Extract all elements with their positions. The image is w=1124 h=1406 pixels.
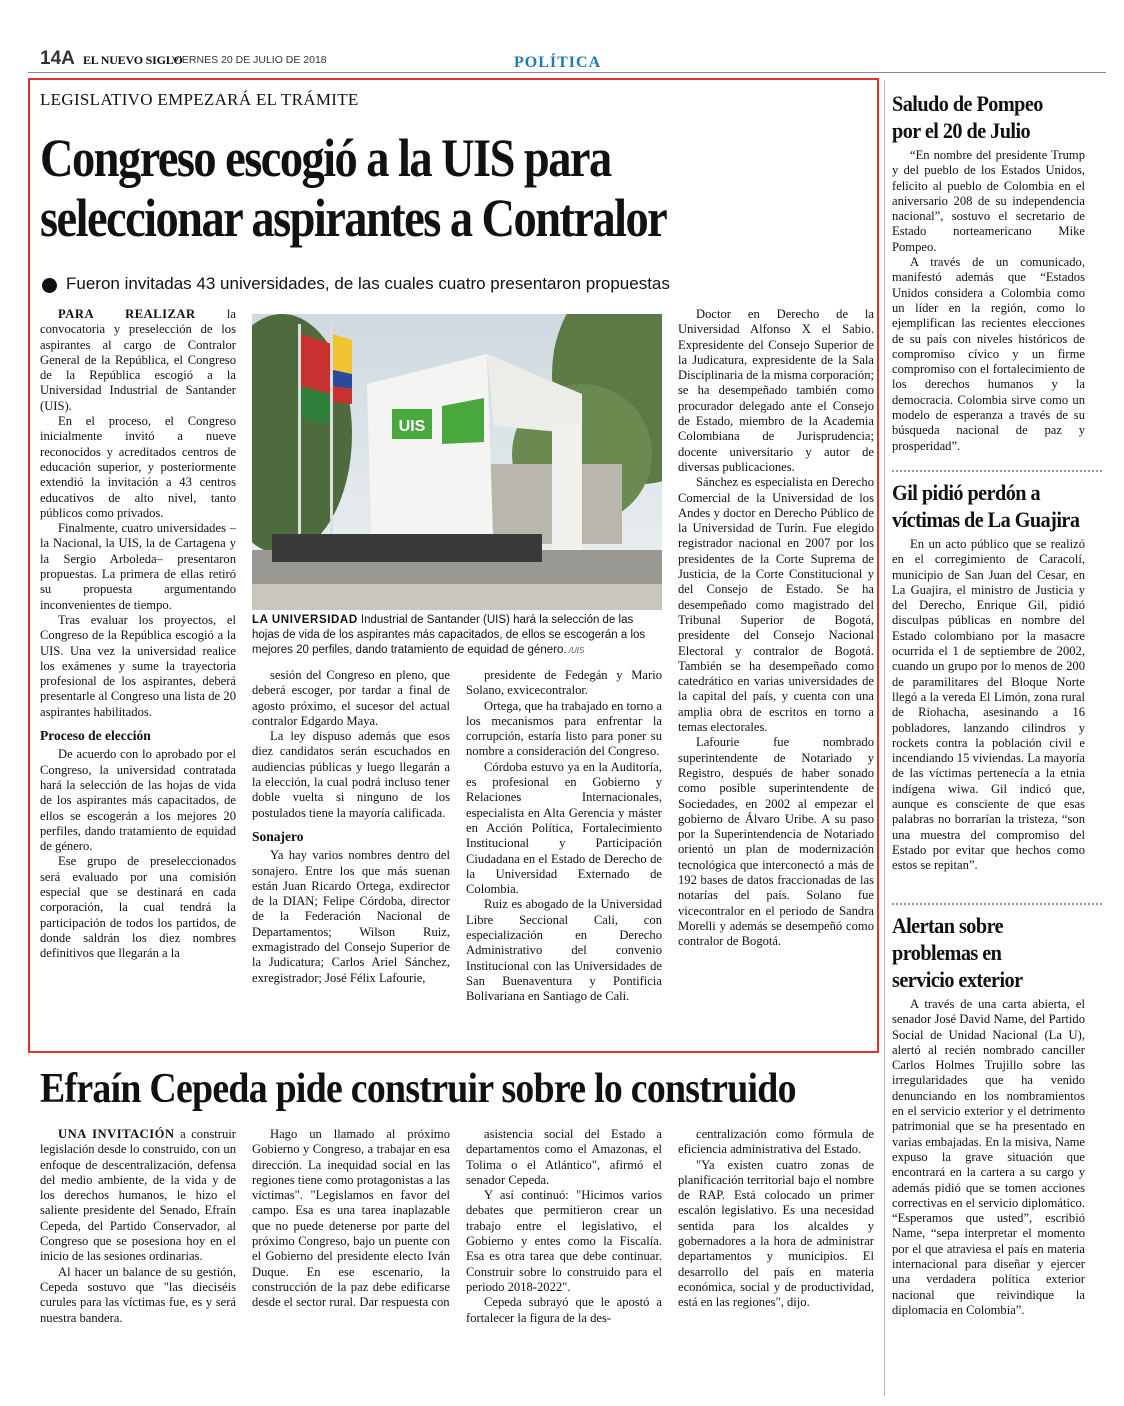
paragraph: “En nombre del presidente Trump y del pueblo de los Estados Unidos, felicito al pueblo de Colombia en el aniversario 208 de su independencia nacional”, sostuvo el secretario de Estado norteamericano Mike Pompeo. [892,148,1085,254]
paragraph: Córdoba estuvo ya en la Auditoría, es profesional en Gobierno y Relaciones Internacionales, especialista en Alta Gerencia y máster en Acción Política, Fortalecimiento Institucional y Participación Ciudadana en el Estado de Derecho de la Universidad Externado de Colombia. [466,759,662,897]
sidebar-headline-2: Gil pidió perdón a víctimas de La Guajira [892,480,1080,532]
bullet-icon [42,278,57,293]
sidebar-story-2 [892,537,1085,874]
paragraph: Doctor en Derecho de la Universidad Alfonso X el Sabio. Expresidente del Consejo Superior de la Judicatura, expresidente de la Sala Disciplinaria de la misma corporación; se ha desempeñado también como procurador delegado ante el Consejo de Estado, miembro de la Academia Colombiana de Jurisprudencia; docente universitario y autor de diversas publicaciones. [678,307,874,474]
subheading: Sonajero [252,828,304,844]
photo-credit: /UIS [566,646,585,655]
lead-in: PARA REALIZAR [58,307,196,321]
page-number: 14A [40,48,75,69]
sidebar-story-3 [892,997,1085,1318]
lead-in: UNA INVITACIÓN [58,1127,175,1141]
second-article-column-3 [466,1127,662,1326]
sidebar-story-1 [892,148,1085,454]
paragraph: asistencia social del Estado a departamentos como el Amazonas, el Tolima o el Atlántico", afirmó el senador Cepeda. [466,1127,662,1187]
sidebar-headline-1: Saludo de Pompeo por el 20 de Julio [892,91,1043,143]
article-photo [252,314,662,610]
paragraph: En el proceso, el Congreso inicialmente invitó a nueve reconocidos y acreditados centros de educación superior, y posteriormente extendió la invitación a 43 centros educativos de alto nivel, tanto públicos como privados. [40,414,236,520]
subheading: Proceso de elección [40,728,151,744]
second-article-column-2 [252,1127,450,1311]
caption-lead: LA UNIVERSIDAD [252,614,358,626]
sidebar-headline-3: Alertan sobre problemas en servicio exterior [892,913,1023,992]
sidebar-separator [892,470,1102,472]
sidebar-divider [884,80,885,1396]
paragraph: Al hacer un balance de su gestión, Cepeda sostuvo que "las dieciséis curules para las víctimas fue, es y será nuestra bandera. [40,1264,236,1325]
paragraph: centralización como fórmula de eficiencia administrativa del Estado. [678,1127,874,1157]
paragraph: Hago un llamado al próximo Gobierno y Congreso, a trabajar en esa dirección. La inequidad social en las regiones tiene como protagonistas a las víctimas". "Legislamos en favor del campo. Esa es una tarea inaplazable que no puede detenerse por parte del próximo Congreso, bajo un puente con el Gobierno del presidente electo Iván Duque. En ese escenario, la construcción de la paz debe edificarse desde el sector rural. Dar respuesta con [252,1127,450,1310]
paragraph: La ley dispuso además que esos diez candidatos serán escuchados en audiencias públicas y luego llegarán a la elección, la cual podrá incluso tener doble vuelta si ninguno de los postulados tiene la mayoría calificada. [252,729,450,820]
publication-date: VIERNES 20 DE JULIO DE 2018 [172,54,327,66]
article-column-2 [252,668,450,986]
paragraph: Ruiz es abogado de la Universidad Libre Seccional Cali, con especialización en Derecho Administrativo del convenio Institucional con las Universidades de San Buenaventura y Pontificia Bolivariana en Santiago de Cali. [466,897,662,1004]
paragraph: A través de una carta abierta, el senador José David Name, del Partido Social de Unidad Nacional (La U), alertó al recién nombrado canciller Carlos Holmes Trujillo sobre las irregularidades que ha venido denunciando en los nombramientos en el servicio exterior y el detrimento patrimonial que se ha presentado en varias embajadas. En la misiva, Name expuso la grave situación que encontrará en la cartera a su cargo y además pidió que se tomen acciones correctivas en el servicio diplomático. “Esperamos que usted”, escribió Name, “sepa interpretar el momento por el que atraviesa el país en materia internacional para diseñar y ejercer una verdadera política exterior nacional que reivindique la diplomacia en Colombia”. [892,997,1085,1317]
article-headline [40,128,754,248]
second-article-headline: Efraín Cepeda pide construir sobre lo construido [40,1066,796,1112]
paragraph: Lafourie fue nombrado superintendente de Notariado y Registro, después de haber sonado como posible superintendente de Sociedades, en 2002 al empezar el gobierno de Álvaro Uribe. A su paso por la Superintendencia de Notariado orientó un plan de modernización tecnológica que interconectó a más de 192 bases de datos fraccionadas de las notarías del país. Solano fue vicecontralor en el periodo de Sandra Morelli y además se desempeñó como contralor de Bogotá. [678,735,874,949]
article-column-1: PARA REALIZAR la convocatoria y preselección de los aspirantes al cargo de Contralor General de la República, el Congreso de la República escogió a la Universidad Industrial de Santander (UIS). En el proceso, el Congreso inicialmente invitó a nueve reconocidos y acreditados centros de educación superior, y posteriormente extendió la invitación a 43 centros educativos de alto nivel, tanto públicos como privados. Finalmente, cuatro universidades –la Nacional, la UIS, la de Cartagena y la Sergio Arboleda– presentaron propuestas. La primera de ellas retiró su propuesta argumentando inconvenientes de tiempo. Tras evaluar los proyectos, el Congreso de la República escogió a la UIS. Una vez la universidad realice los exámenes y sume la trayectoria profesional de los aspirantes, deberá presentarle al Congreso una lista de 20 aspirantes habilitados. Proceso de elección De acuerdo con lo aprobado por el Congreso, la universidad contratada hará la selección de las hojas de vida de los aspirantes más capacitados, de ellos se escogerán a los mejores 20 perfiles, dando tratamiento de equidad de género. Ese grupo de preseleccionados será evaluado por una comisión especial que se destinará en cada corporación, la cual tendrá la participación de todos los partidos, de donde saldrán los diez nombres definitivos que llegarán a la [40,307,236,961]
article-kicker: LEGISLATIVO EMPEZARÁ EL TRÁMITE [40,90,359,109]
paragraph: De acuerdo con lo aprobado por el Congreso, la universidad contratada hará la selección de las hojas de vida de los aspirantes más capacitados, de ellos se escogerán a los mejores 20 perfiles, dando tratamiento de equidad de género. [40,747,236,854]
paragraph: Cepeda subrayó que le apostó a fortalecer la figura de la des- [466,1295,662,1325]
paragraph: A través de un comunicado, manifestó además que “Estados Unidos considera a Colombia como un líder en la región, como lo ejemplifican las recientes elecciones de su país con niveles históricos de compromiso cívico y un firme compromiso con el fortalecimiento de los derechos humanos y la democracia. Colombia sirve como un modelo de esperanza a través de su búsqueda nacional de paz y prosperidad”. [892,255,1085,453]
paragraph: Sánchez es especialista en Derecho Comercial de la Universidad de los Andes y doctor en Derecho Público de la Universidad de Turín. Fue elegido registrador nacional en 2007 por los presidentes de la Corte Suprema de Justicia, de la Corte Constitucional y del Consejo de Estado. Se ha desempeñado como magistrado del Tribunal Superior de Bogotá, presidente del Consejo Nacional Electoral y contralor de Bogotá. También se ha desempeñado como catedrático en varias universidades de la capital del país, y cuenta con una amplia obra de escritos en torno a temas electorales. [678,475,874,735]
paragraph: Ortega, que ha trabajado en torno a los mecanismos para enfrentar la corrupción, estaría listo para poner su nombre a consideración del Congreso. [466,698,662,759]
article-column-4 [678,307,874,949]
header-rule [28,72,1106,73]
paragraph: Y así continuó: "Hicimos varios debates que permitieron crear un trabajo entre el legislativo, el Gobierno y entes como la Fiscalía. Esa es otra tarea que debe continuar. Construir sobre lo construido para el periodo 2018-2022". [466,1188,662,1294]
headline-line-1: Congreso escogió a la UIS para [40,128,611,188]
paragraph: Ya hay varios nombres dentro del sonajero. Entre los que más suenan están Juan Ricardo Ortega, exdirector de la DIAN; Felipe Córdoba, director de la Federación Nacional de Departamentos; Wilson Ruiz, exmagistrado del Consejo Superior de la Judicatura; Carlos Ariel Sánchez, exregistrador; José Félix Lafourie, [252,848,450,985]
second-article-column-4 [678,1127,874,1311]
photo-logo: UIS [398,418,426,435]
article-column-3 [466,668,662,1005]
article-dek: Fueron invitadas 43 universidades, de las cuales cuatro presentaron propuestas [66,274,670,293]
sidebar-separator [892,903,1102,905]
second-article-column-1: UNA INVITACIÓN a construir legislación desde lo construido, con un enfoque de descentralización, defensa del medio ambiente, de la vida y de los derechos humanos, le hizo el saliente presidente del Senado, Efraín Cepeda, del Partido Conservador, al Congreso que se posesiona hoy en el inicio de las sesiones ordinarias. Al hacer un balance de su gestión, Cepeda sostuvo que "las dieciséis curules para las víctimas fue, es y será nuestra bandera. [40,1127,236,1325]
headline-line-2: seleccionar aspirantes a Contralor [40,188,667,248]
paragraph: presidente de Fedegán y Mario Solano, exvicecontralor. [466,668,662,698]
photo-caption: LA UNIVERSIDAD Industrial de Santander (UIS) hará la selección de las hojas de vida de los aspirantes más capacitados, de ellos se escogerán a los mejores 20 perfiles, dando tratamiento de equidad de género. /UIS [252,614,646,656]
paragraph: Finalmente, cuatro universidades –la Nacional, la UIS, la de Cartagena y la Sergio Arboleda– presentaron propuestas. La primera de ellas retiró su propuesta argumentando inconvenientes de tiempo. [40,521,236,612]
uis-gate-photo [252,314,662,610]
paragraph: sesión del Congreso en pleno, que deberá escoger, por tardar a final de agosto próximo, el sucesor del actual contralor Edgardo Maya. [252,668,450,728]
section-label: POLÍTICA [514,54,602,71]
paragraph: En un acto público que se realizó en el corregimiento de Caracolí, municipio de San Juan del Cesar, en La Guajira, el ministro de Justicia y del Derecho, Enrique Gil, pidió disculpas públicas en nombre del Estado colombiano por la masacre ocurrida el 1 de septiembre de 2002, cuando un grupo por lo menos de 200 de paramilitares del Bloque Norte llegó a la vereda El Limón, zona rural de Riohacha, asesinando a 16 pobladores, lanzando cilindros y rockets contra la población civil e incendiando 15 viviendas. La mayoría de las víctimas pertenecía a la etnia indígena wiwa. Gil indicó que, aunque es consciente de que esas palabras no borrarían la tristeza, “son una muestra del compromiso del Estado por evitar que hechos como estos se repitan”. [892,537,1085,873]
newspaper-name: EL NUEVO SIGLO [83,53,183,67]
paragraph: "Ya existen cuatro zonas de planificación territorial bajo el nombre de RAP. Está colocado un primer escalón legislativo. Es una necesidad sentida para los alcaldes y gobernadores a la hora de administrar departamentos y municipios. El desarrollo del país en materia económica, social y de productividad, está en las regiones", dijo. [678,1157,874,1310]
paragraph: Tras evaluar los proyectos, el Congreso de la República escogió a la UIS. Una vez la universidad realice los exámenes y sume la trayectoria profesional de los aspirantes, deberá presentarle al Congreso una lista de 20 aspirantes habilitados. [40,612,236,719]
paragraph: Ese grupo de preseleccionados será evaluado por una comisión especial que se destinará en cada corporación, la cual tendrá la participación de todos los partidos, de donde saldrán los diez nombres definitivos que llegarán a la [40,854,236,961]
